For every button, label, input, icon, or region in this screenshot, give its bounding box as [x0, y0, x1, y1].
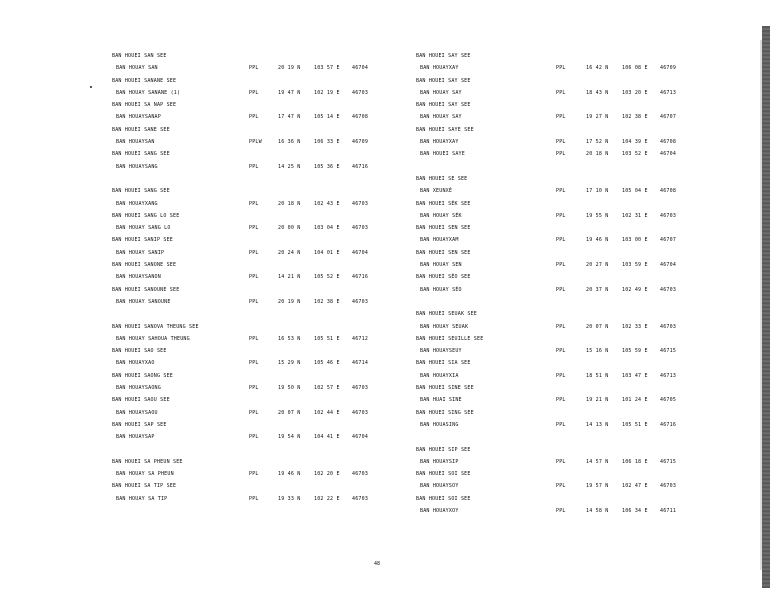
feature-designation: PPL [556, 151, 566, 158]
cross-reference-name: BAN HOUEI SOI SEE [416, 471, 471, 478]
longitude: 102 38 E [314, 298, 340, 305]
see-reference-row [416, 382, 694, 394]
place-name: BAN HOUAY SAY [420, 114, 462, 121]
place-name: BAN HOUAY SAHOUA THEUNG [116, 335, 190, 342]
map-sheet-code: 46709 [660, 65, 677, 72]
longitude: 106 08 E [622, 65, 648, 72]
see-reference-row [416, 173, 694, 185]
scan-edge-shadow [760, 40, 762, 570]
longitude: 103 52 E [622, 151, 648, 158]
entry-row [112, 382, 374, 394]
longitude: 105 52 E [314, 274, 340, 281]
latitude: 14 21 N [278, 274, 301, 281]
see-reference-row [112, 50, 374, 62]
feature-designation: PPL [249, 225, 259, 232]
see-reference-row [112, 210, 374, 222]
cross-reference-name: BAN HOUEI SAY SEE [416, 102, 471, 109]
cross-reference-name: BAN HOUEI SAYE SEE [416, 126, 474, 133]
latitude: 19 50 N [278, 385, 301, 392]
longitude: 103 47 E [622, 372, 648, 379]
latitude: 20 27 N [586, 262, 609, 269]
see-reference-row [416, 357, 694, 369]
cross-reference-name: BAN HOUEI SANG SEE [112, 188, 170, 195]
latitude: 16 36 N [278, 139, 301, 146]
map-sheet-code: 46709 [352, 139, 369, 146]
cross-reference-name: BAN HOUEI SEN SEE [416, 225, 471, 232]
cross-reference-name: BAN HOUEI SANG SEE [112, 151, 170, 158]
latitude: 19 27 N [586, 114, 609, 121]
place-name: BAN XEUNXÉ [420, 188, 453, 195]
entry-row [416, 148, 694, 160]
feature-designation: PPL [249, 298, 259, 305]
see-reference-row [416, 333, 694, 345]
cross-reference-name: BAN HOUEI SAONG SEE [112, 372, 173, 379]
place-name: BAN HOUAY SÉO [420, 286, 462, 293]
latitude: 19 21 N [586, 397, 609, 404]
longitude: 104 41 E [314, 434, 340, 441]
cross-reference-name: BAN HOUEI SANIP SEE [112, 237, 173, 244]
feature-designation: PPL [556, 372, 566, 379]
latitude: 20 19 N [278, 298, 301, 305]
section-gap [112, 308, 374, 320]
entry-row [416, 345, 694, 357]
feature-designation: PPL [249, 274, 259, 281]
longitude: 103 20 E [622, 89, 648, 96]
longitude: 105 46 E [314, 360, 340, 367]
cross-reference-name: BAN HOUEI SAN SEE [112, 53, 167, 59]
feature-designation: PPL [556, 286, 566, 293]
map-sheet-code: 46703 [352, 495, 369, 502]
place-name: BAN HOUAYSAONG [116, 385, 161, 392]
cross-reference-name: BAN HOUEI SA NAP SEE [112, 102, 177, 109]
feature-designation: PPL [249, 360, 259, 367]
longitude: 103 04 E [314, 225, 340, 232]
map-sheet-code: 46713 [660, 372, 677, 379]
feature-designation: PPL [556, 139, 566, 146]
entry-row [112, 222, 374, 234]
longitude: 105 51 E [314, 335, 340, 342]
cross-reference-name: BAN HOUEI SINE SEE [416, 385, 474, 392]
cross-reference-name: BAN HOUEI SA PHEUN SEE [112, 458, 183, 465]
entry-row [416, 259, 694, 271]
longitude: 102 43 E [314, 200, 340, 207]
entry-row [112, 407, 374, 419]
latitude: 19 55 N [586, 212, 609, 219]
longitude: 102 22 E [314, 495, 340, 502]
see-reference-row [112, 321, 374, 333]
longitude: 101 24 E [622, 397, 648, 404]
place-name: BAN HOUAYSEUY [420, 348, 462, 355]
map-sheet-code: 46716 [352, 163, 369, 170]
entry-row [416, 62, 694, 74]
place-name: BAN HOUAY SAY [420, 89, 462, 96]
place-name: BAN HOUAYXAO [116, 360, 155, 367]
place-name: BAN HOUAY SANANE (1) [116, 89, 181, 96]
latitude: 18 43 N [586, 89, 609, 96]
map-sheet-code: 46703 [352, 298, 369, 305]
see-reference-row [416, 271, 694, 283]
feature-designation: PPL [249, 65, 259, 72]
latitude: 16 53 N [278, 335, 301, 342]
see-reference-row [112, 394, 374, 406]
entry-row [112, 136, 374, 148]
entry-row [416, 419, 694, 431]
see-reference-row [416, 50, 694, 62]
entry-row [416, 284, 694, 296]
place-name: BAN HOUAYXANG [116, 200, 158, 207]
place-name: BAN HOUAY SEUAK [420, 323, 469, 330]
cross-reference-name: BAN HOUEI SEUAK SEE [416, 311, 477, 318]
latitude: 19 33 N [278, 495, 301, 502]
left-column [112, 50, 374, 505]
longitude: 103 57 E [314, 65, 340, 72]
map-sheet-code: 46703 [660, 212, 677, 219]
section-gap [112, 173, 374, 185]
entry-row [416, 321, 694, 333]
see-reference-row [416, 99, 694, 111]
place-name: BAN HOUAYXAY [420, 65, 459, 72]
entry-row [112, 87, 374, 99]
feature-designation: PPL [249, 471, 259, 478]
cross-reference-name: BAN HOUEI SEUILLE SEE [416, 335, 484, 342]
longitude: 105 14 E [314, 114, 340, 121]
latitude: 20 00 N [278, 225, 301, 232]
entry-row [112, 161, 374, 173]
map-sheet-code: 46715 [660, 348, 677, 355]
section-gap [416, 161, 694, 173]
cross-reference-name: BAN HOUEI SA TIP SEE [112, 483, 177, 490]
see-reference-row [416, 308, 694, 320]
cross-reference-name: BAN HOUEI SAY SEE [416, 77, 471, 84]
longitude: 105 36 E [314, 163, 340, 170]
place-name: BAN HOUAYSANAP [116, 114, 161, 121]
latitude: 20 07 N [586, 323, 609, 330]
latitude: 19 57 N [586, 483, 609, 490]
latitude: 14 58 N [586, 507, 609, 514]
feature-designation: PPL [556, 188, 566, 195]
entry-row [416, 136, 694, 148]
entry-row [112, 296, 374, 308]
cross-reference-name: BAN HOUEI SAY SEE [416, 53, 471, 59]
longitude: 105 51 E [622, 421, 648, 428]
cross-reference-name: BAN HOUEI SÉK SEE [416, 200, 471, 207]
feature-designation: PPL [556, 89, 566, 96]
see-reference-row [416, 493, 694, 505]
entry-row [112, 271, 374, 283]
entry-row [112, 493, 374, 505]
longitude: 103 00 E [622, 237, 648, 244]
latitude: 19 47 N [278, 89, 301, 96]
entry-row [112, 247, 374, 259]
section-gap [112, 444, 374, 456]
longitude: 102 44 E [314, 409, 340, 416]
place-name: BAN HOUAY SANIP [116, 249, 165, 256]
latitude: 20 18 N [586, 151, 609, 158]
feature-designation: PPL [249, 409, 259, 416]
feature-designation: PPL [556, 212, 566, 219]
entry-row [416, 234, 694, 246]
place-name: BAN HOUASING [420, 421, 459, 428]
right-column [416, 50, 694, 517]
see-reference-row [112, 124, 374, 136]
longitude: 102 20 E [314, 471, 340, 478]
see-reference-row [112, 99, 374, 111]
cross-reference-name: BAN HOUEI SING SEE [416, 409, 474, 416]
map-sheet-code: 46704 [660, 151, 677, 158]
entry-row [112, 357, 374, 369]
place-name: BAN HOUAY SANG LO [116, 225, 171, 232]
entry-row [112, 62, 374, 74]
longitude: 102 38 E [622, 114, 648, 121]
feature-designation: PPL [556, 323, 566, 330]
entry-row [112, 111, 374, 123]
longitude: 106 33 E [314, 139, 340, 146]
see-reference-row [416, 75, 694, 87]
longitude: 102 49 E [622, 286, 648, 293]
cross-reference-name: BAN HOUEI SANG LO SEE [112, 212, 180, 219]
latitude: 16 42 N [586, 65, 609, 72]
longitude: 106 34 E [622, 507, 648, 514]
cross-reference-name: BAN HOUEI SAO SEE [112, 348, 167, 355]
place-name: BAN HOUAYXAY [420, 139, 459, 146]
feature-designation: PPL [249, 114, 259, 121]
cross-reference-name: BAN HOUEI SEN SEE [416, 249, 471, 256]
map-sheet-code: 46712 [352, 335, 369, 342]
feature-designation: PPL [556, 483, 566, 490]
see-reference-row [416, 198, 694, 210]
latitude: 19 46 N [586, 237, 609, 244]
map-sheet-code: 46703 [352, 409, 369, 416]
see-reference-row [112, 370, 374, 382]
map-sheet-code: 46703 [660, 483, 677, 490]
feature-designation: PPL [556, 507, 566, 514]
feature-designation: PPL [556, 397, 566, 404]
section-gap [416, 296, 694, 308]
entry-row [416, 370, 694, 382]
longitude: 102 31 E [622, 212, 648, 219]
map-sheet-code: 46704 [660, 262, 677, 269]
cross-reference-name: BAN HOUEI SIA SEE [416, 360, 471, 367]
entry-row [112, 333, 374, 345]
longitude: 102 19 E [314, 89, 340, 96]
map-sheet-code: 46704 [352, 249, 369, 256]
feature-designation: PPL [249, 434, 259, 441]
latitude: 15 29 N [278, 360, 301, 367]
speck-mark [90, 86, 92, 88]
map-sheet-code: 46703 [352, 385, 369, 392]
latitude: 19 54 N [278, 434, 301, 441]
longitude: 103 59 E [622, 262, 648, 269]
place-name: BAN HOUAYSAP [116, 434, 155, 441]
map-sheet-code: 46711 [660, 507, 677, 514]
feature-designation: PPL [556, 421, 566, 428]
place-name: BAN HOUAYSANG [116, 163, 158, 170]
longitude: 105 59 E [622, 348, 648, 355]
feature-designation: PPL [556, 65, 566, 72]
feature-designation: PPL [556, 114, 566, 121]
page-number: 48 [374, 561, 381, 567]
cross-reference-name: BAN HOUEI SAOU SEE [112, 397, 170, 404]
place-name: BAN HOUAY SÉK [420, 212, 462, 219]
entry-row [416, 480, 694, 492]
place-name: BAN HOUAYSIP [420, 458, 459, 465]
place-name: BAN HOUAYXIA [420, 372, 459, 379]
cross-reference-name: BAN HOUEI SÉO SEE [416, 274, 471, 281]
see-reference-row [112, 75, 374, 87]
feature-designation: PPL [556, 458, 566, 465]
cross-reference-name: BAN HOUEI SOI SEE [416, 495, 471, 502]
feature-designation: PPL [249, 89, 259, 96]
entry-row [416, 394, 694, 406]
place-name: BAN HUAI SINE [420, 397, 462, 404]
cross-reference-name: BAN HOUEI SAP SEE [112, 421, 167, 428]
place-name: BAN HOUAYXOY [420, 507, 459, 514]
map-sheet-code: 46703 [352, 200, 369, 207]
see-reference-row [112, 284, 374, 296]
feature-designation: PPL [249, 249, 259, 256]
place-name: BAN HOUAY SANOUNE [116, 298, 171, 305]
latitude: 20 37 N [586, 286, 609, 293]
map-sheet-code: 46708 [660, 188, 677, 195]
place-name: BAN HOUEI SAYE [420, 151, 465, 158]
map-sheet-code: 46708 [352, 114, 369, 121]
cross-reference-name: BAN HOUEI SANONE SEE [112, 262, 177, 269]
map-sheet-code: 46704 [352, 434, 369, 441]
place-name: BAN HOUAYSAOU [116, 409, 158, 416]
feature-designation: PPL [556, 237, 566, 244]
latitude: 17 10 N [586, 188, 609, 195]
entry-row [112, 468, 374, 480]
see-reference-row [112, 234, 374, 246]
cross-reference-name: BAN HOUEI SANOVA THEUNG SEE [112, 323, 199, 330]
longitude: 102 47 E [622, 483, 648, 490]
see-reference-row [112, 345, 374, 357]
latitude: 20 19 N [278, 65, 301, 72]
cross-reference-name: BAN HOUEI SIP SEE [416, 446, 471, 453]
cross-reference-name: BAN HOUEI SANOUNE SEE [112, 286, 180, 293]
feature-designation: PPL [249, 200, 259, 207]
map-sheet-code: 46713 [660, 89, 677, 96]
longitude: 102 33 E [622, 323, 648, 330]
latitude: 14 25 N [278, 163, 301, 170]
map-sheet-code: 46705 [660, 397, 677, 404]
cross-reference-name: BAN HOUEI SE SEE [416, 175, 468, 182]
latitude: 19 46 N [278, 471, 301, 478]
map-sheet-code: 46716 [660, 421, 677, 428]
latitude: 18 51 N [586, 372, 609, 379]
map-sheet-code: 46703 [352, 471, 369, 478]
see-reference-row [416, 407, 694, 419]
place-name: BAN HOUAYSOY [420, 483, 459, 490]
map-sheet-code: 46707 [660, 237, 677, 244]
map-sheet-code: 46704 [352, 65, 369, 72]
entry-row [416, 111, 694, 123]
entry-row [416, 87, 694, 99]
see-reference-row [112, 456, 374, 468]
place-name: BAN HOUAY SEN [420, 262, 462, 269]
see-reference-row [112, 148, 374, 160]
longitude: 105 04 E [622, 188, 648, 195]
cross-reference-name: BAN HOUEI SANE SEE [112, 126, 170, 133]
map-sheet-code: 46707 [660, 114, 677, 121]
entry-row [112, 198, 374, 210]
scan-edge [762, 26, 770, 588]
feature-designation: PPL [556, 348, 566, 355]
longitude: 102 57 E [314, 385, 340, 392]
map-sheet-code: 46708 [660, 139, 677, 146]
longitude: 104 01 E [314, 249, 340, 256]
see-reference-row [416, 124, 694, 136]
see-reference-row [416, 444, 694, 456]
place-name: BAN HOUAYXAM [420, 237, 459, 244]
feature-designation: PPL [249, 495, 259, 502]
map-sheet-code: 46716 [352, 274, 369, 281]
section-gap [416, 431, 694, 443]
place-name: BAN HOUAY SA PHEUN [116, 471, 174, 478]
entry-row [416, 185, 694, 197]
map-sheet-code: 46703 [660, 286, 677, 293]
see-reference-row [112, 185, 374, 197]
see-reference-row [112, 259, 374, 271]
map-sheet-code: 46703 [660, 323, 677, 330]
entry-row [416, 456, 694, 468]
latitude: 14 13 N [586, 421, 609, 428]
cross-reference-name: BAN HOUEI SANANE SEE [112, 77, 177, 84]
latitude: 20 07 N [278, 409, 301, 416]
feature-designation: PPL [249, 385, 259, 392]
longitude: 106 18 E [622, 458, 648, 465]
latitude: 20 18 N [278, 200, 301, 207]
see-reference-row [112, 419, 374, 431]
feature-designation: PPLW [249, 139, 262, 146]
entry-row [416, 505, 694, 517]
map-sheet-code: 46715 [660, 458, 677, 465]
feature-designation: PPL [249, 163, 259, 170]
feature-designation: PPL [249, 335, 259, 342]
latitude: 15 16 N [586, 348, 609, 355]
place-name: BAN HOUAY SAN [116, 65, 158, 72]
entry-row [416, 210, 694, 222]
longitude: 104 39 E [622, 139, 648, 146]
map-sheet-code: 46703 [352, 89, 369, 96]
latitude: 17 47 N [278, 114, 301, 121]
latitude: 20 24 N [278, 249, 301, 256]
feature-designation: PPL [556, 262, 566, 269]
latitude: 14 57 N [586, 458, 609, 465]
see-reference-row [416, 247, 694, 259]
latitude: 17 52 N [586, 139, 609, 146]
map-sheet-code: 46714 [352, 360, 369, 367]
see-reference-row [416, 468, 694, 480]
entry-row [112, 431, 374, 443]
place-name: BAN HOUAY SA TIP [116, 495, 168, 502]
map-sheet-code: 46703 [352, 225, 369, 232]
see-reference-row [112, 480, 374, 492]
see-reference-row [416, 222, 694, 234]
place-name: BAN HOUAYSAN [116, 139, 155, 146]
place-name: BAN HOUAYSANON [116, 274, 161, 281]
